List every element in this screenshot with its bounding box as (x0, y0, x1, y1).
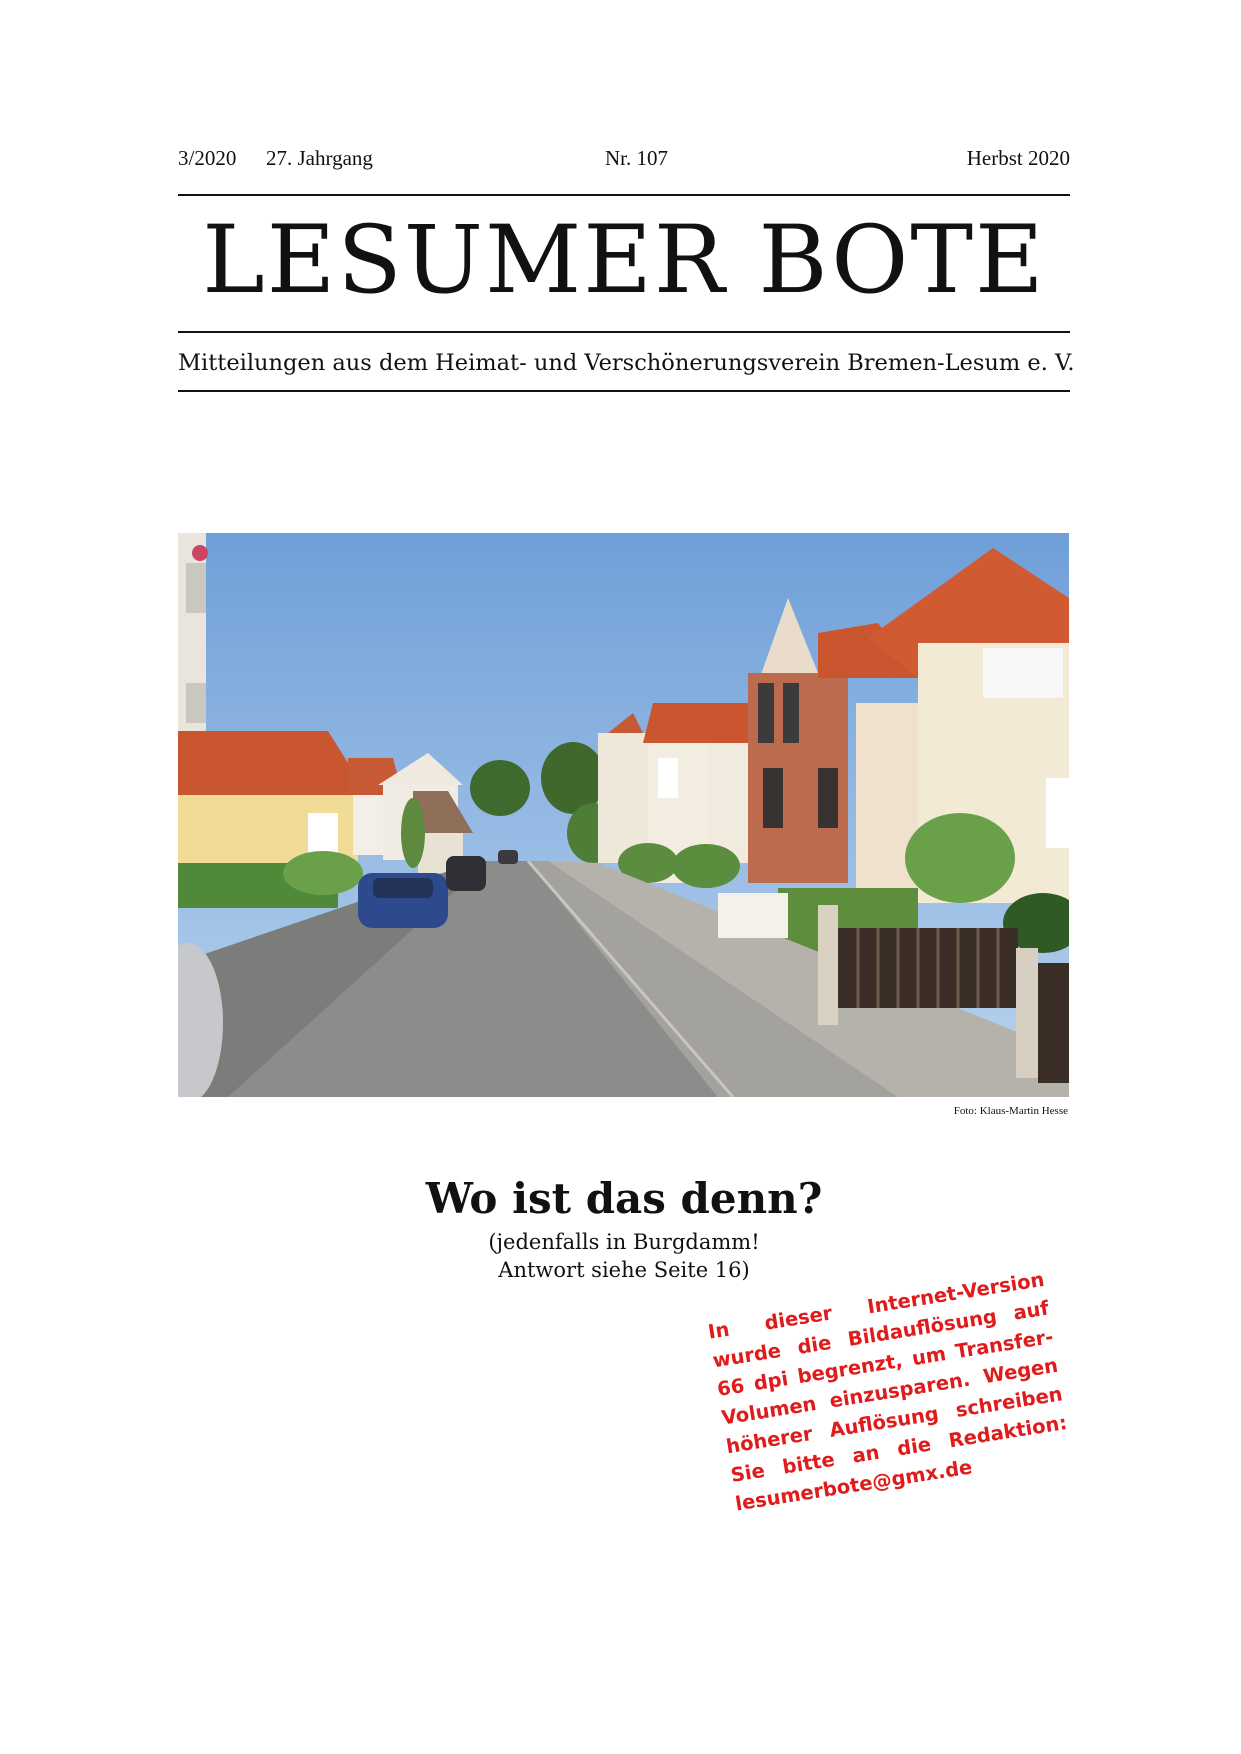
internet-version-notice: In dieser Internet-Version wurde die Bildauflösung auf 66 dpi begrenzt, um Transfer-Volumen einzusparen. Wegen höherer Auflösung schreiben Sie bitte an die Redaktion: lesumerbote@gmx.de (706, 1267, 1069, 1516)
season-label: Herbst 2020 (966, 146, 1070, 170)
top-rule (178, 194, 1070, 196)
masthead-title: LESUMER BOTE (202, 206, 1046, 315)
volume-label: 27. Jahrgang (266, 146, 373, 170)
bottom-rule (178, 390, 1070, 392)
middle-rule (178, 331, 1070, 333)
feature-subline-1: (jedenfalls in Burgdamm! (488, 1230, 760, 1254)
street-scene-illustration (178, 533, 1069, 1097)
issue-meta-row (178, 146, 1070, 176)
issue-number: 3/2020 (178, 146, 237, 170)
feature-subline-2: Antwort siehe Seite 16) (498, 1258, 750, 1282)
cover-photo (178, 533, 1069, 1097)
photo-credit: Foto: Klaus-Martin Hesse (953, 1105, 1068, 1117)
feature-subheadline (178, 1228, 1070, 1284)
edition-number: Nr. 107 (605, 146, 668, 170)
masthead-subtitle: Mitteilungen aus dem Heimat- und Verschönerungsverein Bremen-Lesum e. V. (178, 350, 1075, 376)
feature-headline: Wo ist das denn? (425, 1174, 823, 1223)
